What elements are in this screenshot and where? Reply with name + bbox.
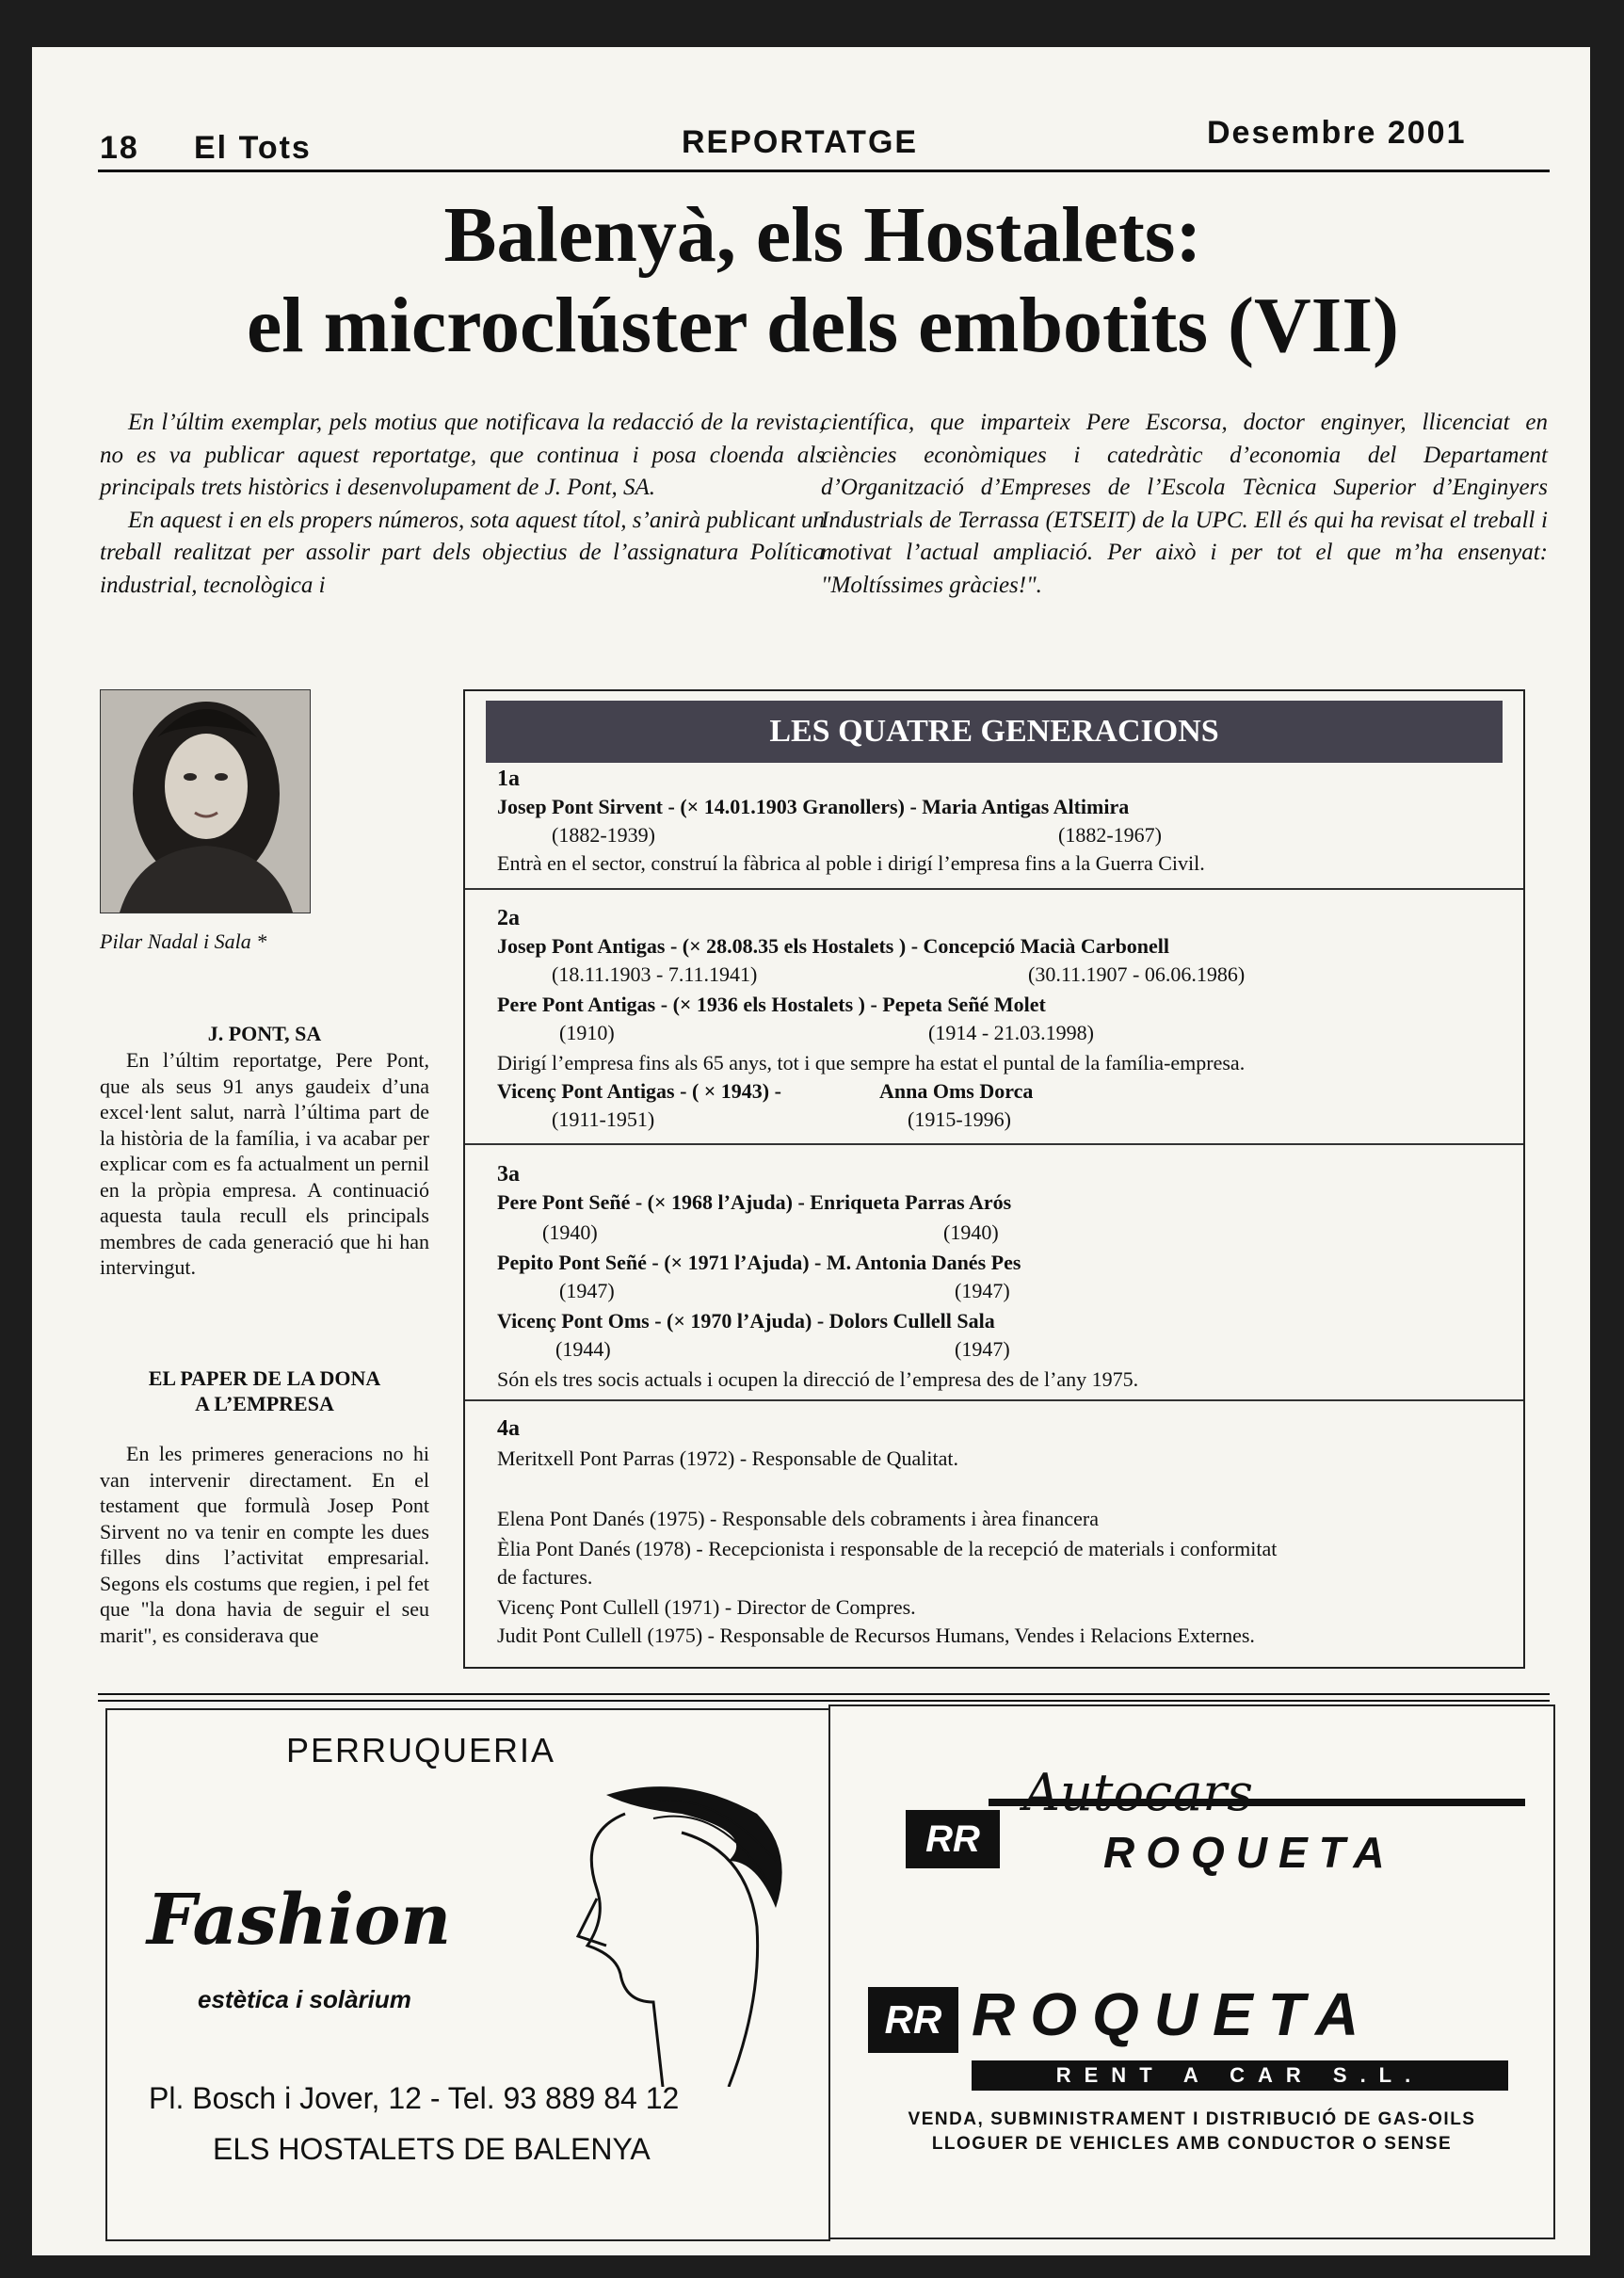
woman-profile-icon [540, 1776, 804, 2087]
sidebar-heading-2 [100, 1365, 429, 1416]
divider-1 [465, 888, 1523, 890]
generations-table [463, 689, 1525, 1669]
page-number: 18 [100, 130, 139, 166]
ads-rule-1 [98, 1693, 1550, 1695]
gen-3-couple-2: Pepito Pont Señé - (× 1971 l’Ajuda) - M. Antonia Danés Pes [497, 1251, 1021, 1274]
gen-3-dates-3a: (1944) [555, 1337, 611, 1361]
gen-3-couple-3: Vicenç Pont Oms - (× 1970 l’Ajuda) - Dolors Cullell Sala [497, 1309, 995, 1333]
magazine-name: El Tots [194, 130, 312, 166]
section-label: REPORTATGE [682, 124, 919, 160]
gen-1-couple: Josep Pont Sirvent - (× 14.01.1903 Granollers) - Maria Antigas Altimira [497, 795, 1130, 818]
ad-fashion-brand: Fashion [147, 1880, 452, 1961]
ad-fashion [105, 1708, 830, 2241]
gen-4-label: 4a [497, 1416, 520, 1441]
gen-4-member-5: Judit Pont Cullell (1975) - Responsable de Recursos Humans, Vendes i Relacions Externes. [497, 1624, 1255, 1647]
gen-4-member-4: Vicenç Pont Cullell (1971) - Director de Compres. [497, 1595, 916, 1619]
gen-3-dates-1b: (1940) [943, 1220, 999, 1244]
ad-roqueta [828, 1704, 1555, 2239]
ad-roqueta-line-2: LLOGUER DE VEHICLES AMB CONDUCTOR O SENSE [931, 2134, 1453, 2154]
ad-roqueta-logo1-name: ROQUETA [1103, 1828, 1396, 1877]
gen-3-dates-2b: (1947) [955, 1279, 1010, 1302]
gen-2-couple-1: Josep Pont Antigas - (× 28.08.35 els Hostalets ) - Concepció Macià Carbonell [497, 934, 1170, 958]
ad-roqueta-logo2-sub: RENT A CAR S.L. [972, 2060, 1508, 2091]
gen-1-dates-a: (1882-1939) [552, 823, 655, 847]
gen-3-note: Són els tres socis actuals i ocupen la direcció de l’empresa des de l’any 1975. [497, 1367, 1139, 1391]
gen-2-dates-2a: (1910) [559, 1021, 615, 1044]
magazine-page [32, 47, 1590, 2255]
ads-rule-2 [98, 1700, 1550, 1702]
gen-4-member-3-cont: de factures. [497, 1565, 593, 1589]
generations-title: LES QUATRE GENERACIONS [486, 701, 1503, 763]
gen-1-note: Entrà en el sector, construí la fàbrica al poble i dirigí l’empresa fins a la Guerra Civil. [497, 851, 1205, 875]
gen-3-dates-2a: (1947) [559, 1279, 615, 1302]
gen-2-couple-2: Pere Pont Antigas - (× 1936 els Hostalets ) - Pepeta Señé Molet [497, 993, 1046, 1016]
gen-3-couple-1: Pere Pont Señé - (× 1968 l’Ajuda) - Enriqueta Parras Arós [497, 1190, 1012, 1214]
ad-fashion-address: Pl. Bosch i Jover, 12 - Tel. 93 889 84 12 [149, 2081, 680, 2115]
gen-2-dates-2b: (1914 - 21.03.1998) [928, 1021, 1094, 1044]
gen-3-dates-3b: (1947) [955, 1337, 1010, 1361]
header-rule [98, 170, 1550, 172]
author-photo [100, 689, 311, 913]
divider-2 [465, 1143, 1523, 1145]
sidebar-heading-2-line-1: EL PAPER DE LA DONA [148, 1366, 381, 1390]
ad-fashion-town: ELS HOSTALETS DE BALENYA [213, 2132, 651, 2166]
gen-2-note: Dirigí l’empresa fins als 65 anys, tot i que sempre ha estat el puntal de la família-empresa. [497, 1051, 1246, 1074]
gen-4-member-2: Elena Pont Danés (1975) - Responsable dels cobraments i àrea financera [497, 1507, 1099, 1530]
sidebar-paragraph-2 [100, 1441, 429, 1648]
author-caption: Pilar Nadal i Sala * [100, 929, 267, 953]
gen-1-dates-b: (1882-1967) [1058, 823, 1162, 847]
gen-2-dates-3a: (1911-1951) [552, 1107, 655, 1131]
article-title-line-1: Balenyà, els Hostalets: [443, 191, 1202, 279]
article-title-line-2: el microclúster dels embotits (VII) [247, 282, 1399, 369]
ad-roqueta-logo2-mark: RR [868, 1987, 958, 2053]
gen-2-dates-3b: (1915-1996) [908, 1107, 1011, 1131]
gen-2-label: 2a [497, 906, 520, 930]
ad-roqueta-logo2-name: ROQUETA [972, 1980, 1375, 2048]
ad-roqueta-logo1-script: Autocars [1023, 1763, 1253, 1822]
ad-roqueta-line-1: VENDA, SUBMINISTRAMENT I DISTRIBUCIÓ DE GAS-OILS [908, 2109, 1476, 2129]
ad-fashion-tagline: estètica i solàrium [198, 1985, 411, 2013]
gen-3-label: 3a [497, 1162, 520, 1187]
portrait-image [101, 690, 310, 913]
gen-2-couple-3a: Vicenç Pont Antigas - ( × 1943) - [497, 1079, 781, 1103]
sidebar-paragraph-1 [100, 1047, 429, 1281]
issue-date: Desembre 2001 [1207, 115, 1467, 151]
intro-right [821, 407, 1548, 602]
intro-left [100, 407, 825, 602]
sidebar-heading-2-line-2: A L’EMPRESA [195, 1392, 334, 1415]
gen-2-dates-1a: (18.11.1903 - 7.11.1941) [552, 962, 758, 986]
sidebar-text-2: En les primeres generacions no hi van intervenir directament. En el testament que formulà Josep Pont Sirvent no va tenir en compte les dues filles dins l’activitat empresarial. Segons els costums que regien, i pel fet que "la dona havia de seguir el seu marit", es considerava que [100, 1442, 429, 1647]
gen-2-dates-1b: (30.11.1907 - 06.06.1986) [1028, 962, 1246, 986]
sidebar-heading-1: J. PONT, SA [207, 1022, 322, 1045]
intro-paragraph-2: En aquest i en els propers números, sota aquest títol, s’anirà publicant un treball realitzat per assolir part dels objectius de l’assignatura Política industrial, tecnològica i [100, 507, 825, 598]
gen-1-label: 1a [497, 767, 520, 791]
intro-paragraph-1: En l’últim exemplar, pels motius que notificava la redacció de la revista, no es va publicar aquest reportatge, que continua i posa cloenda als principals trets històrics i desenvolupament de J. Pont, SA. [100, 410, 825, 500]
sidebar-text-1: En l’últim reportatge, Pere Pont, que als seus 91 anys gaudeix d’una excel·lent salut, narrà l’última part de la història de la família, i va acabar per explicar com es fa actualment un pernil en la pròpia empresa. A continuació aquesta taula recull els principals membres de cada generació que hi han intervingut. [100, 1048, 429, 1279]
gen-2-couple-3b: Anna Oms Dorca [879, 1079, 1034, 1103]
divider-3 [465, 1399, 1523, 1401]
intro-paragraph-3: científica, que imparteix Pere Escorsa, doctor enginyer, llicenciat en ciències econòmiques i catedràtic d’economia del Departament d’Organització d’Empreses de l’Escola Tècnica Superior d’Enginyers Industrials de Terrassa (ETSEIT) de la UPC. Ell és qui ha revisat el treball i motivat l’actual ampliació. Per això i per tot el que m’ha ensenyat: "Moltíssimes gràcies!". [821, 410, 1548, 598]
gen-4-member-3: Èlia Pont Danés (1978) - Recepcionista i responsable de la recepció de materials i conformitat [497, 1537, 1278, 1560]
ad-roqueta-logo1-mark: RR [906, 1810, 1000, 1868]
ad-fashion-top: PERRUQUERIA [286, 1731, 556, 1769]
gen-3-dates-1a: (1940) [542, 1220, 598, 1244]
gen-4-member-1: Meritxell Pont Parras (1972) - Responsable de Qualitat. [497, 1446, 959, 1470]
